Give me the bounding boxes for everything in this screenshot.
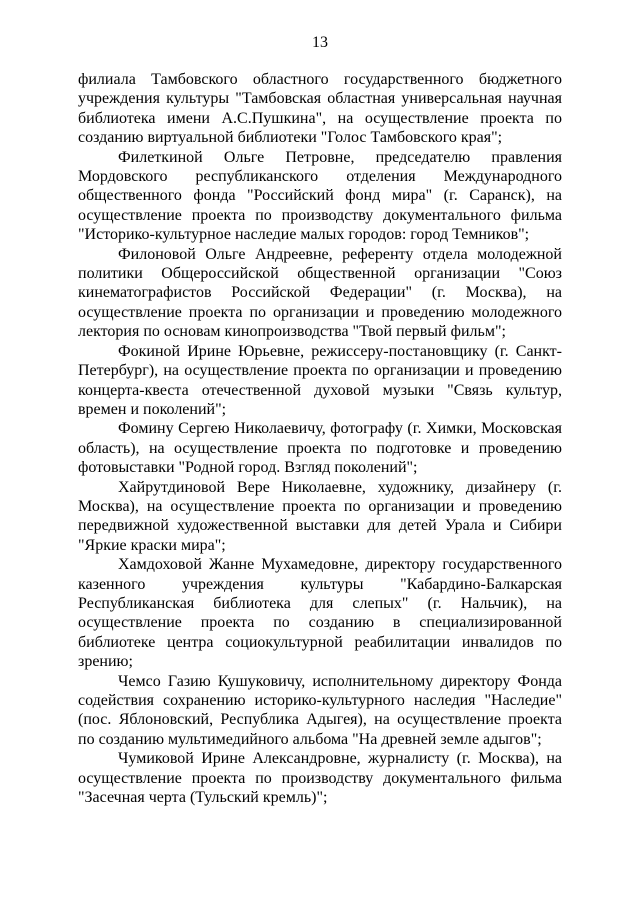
paragraph-khamdokhova: Хамдоховой Жанне Мухамедовне, директору государственного казенного учреждения культуры "Кабардино-Балкарская Республиканская библиотека для слепых" (г. Нальчик), на осуществление проекта по созданию в специализированной библиотеке центра социокультурной реабилитации инвалидов по зрению; bbox=[78, 556, 562, 671]
paragraph-fokina: Фокиной Ирине Юрьевне, режиссеру-постановщику (г. Санкт-Петербург), на осуществление проекта по организации и проведению концерта-квеста отечественной духовой музыки "Связь культур, времен и поколений"; bbox=[78, 342, 562, 418]
paragraph-tambov-library: филиала Тамбовского областного государственного бюджетного учреждения культуры "Тамбовская областная универсальная научная библиотека имени А.С.Пушкина", на осуществление проекта по созданию виртуальной библиотеки "Голос Тамбовского края"; bbox=[78, 71, 562, 147]
paragraph-chemso: Чемсо Газию Кушуковичу, исполнительному директору Фонда содействия сохранению историко-культурного наследия "Наследие" (пос. Яблоновский, Республика Адыгея), на осуществление проекта по созданию мультимедийного альбома "На древней земле адыгов"; bbox=[78, 672, 562, 748]
page-number: 13 bbox=[312, 34, 328, 51]
paragraph-fomin: Фомину Сергею Николаевичу, фотографу (г. Химки, Московская область), на осуществление проекта по подготовке и проведению фотовыставки "Родной город. Взгляд поколений"; bbox=[78, 420, 562, 477]
paragraph-filonova: Филоновой Ольге Андреевне, референту отдела молодежной политики Общероссийской общественной организации "Союз кинематографистов Российской Федерации" (г. Москва), на осуществление проекта по организации и проведению молодежного лектория по основам кинопроизводства "Твой первый фильм"; bbox=[78, 245, 562, 341]
document-body bbox=[78, 70, 562, 807]
paragraph-chumikova: Чумиковой Ирине Александровне, журналисту (г. Москва), на осуществление проекта по производству документального фильма "Засечная черта (Тульский кремль)"; bbox=[78, 750, 562, 807]
paragraph-khairutdinova: Хайрутдиновой Вере Николаевне, художнику, дизайнеру (г. Москва), на осуществление проекта по организации и проведению передвижной художественной выставки для детей Урала и Сибири "Яркие краски мира"; bbox=[78, 478, 562, 554]
paragraph-filetkina: Филеткиной Ольге Петровне, председателю правления Мордовского республиканского отделения Международного общественного фонда "Российский фонд мира" (г. Саранск), на осуществление проекта по производству документального фильма "Историко-культурное наследие малых городов: город Темников"; bbox=[78, 148, 562, 244]
